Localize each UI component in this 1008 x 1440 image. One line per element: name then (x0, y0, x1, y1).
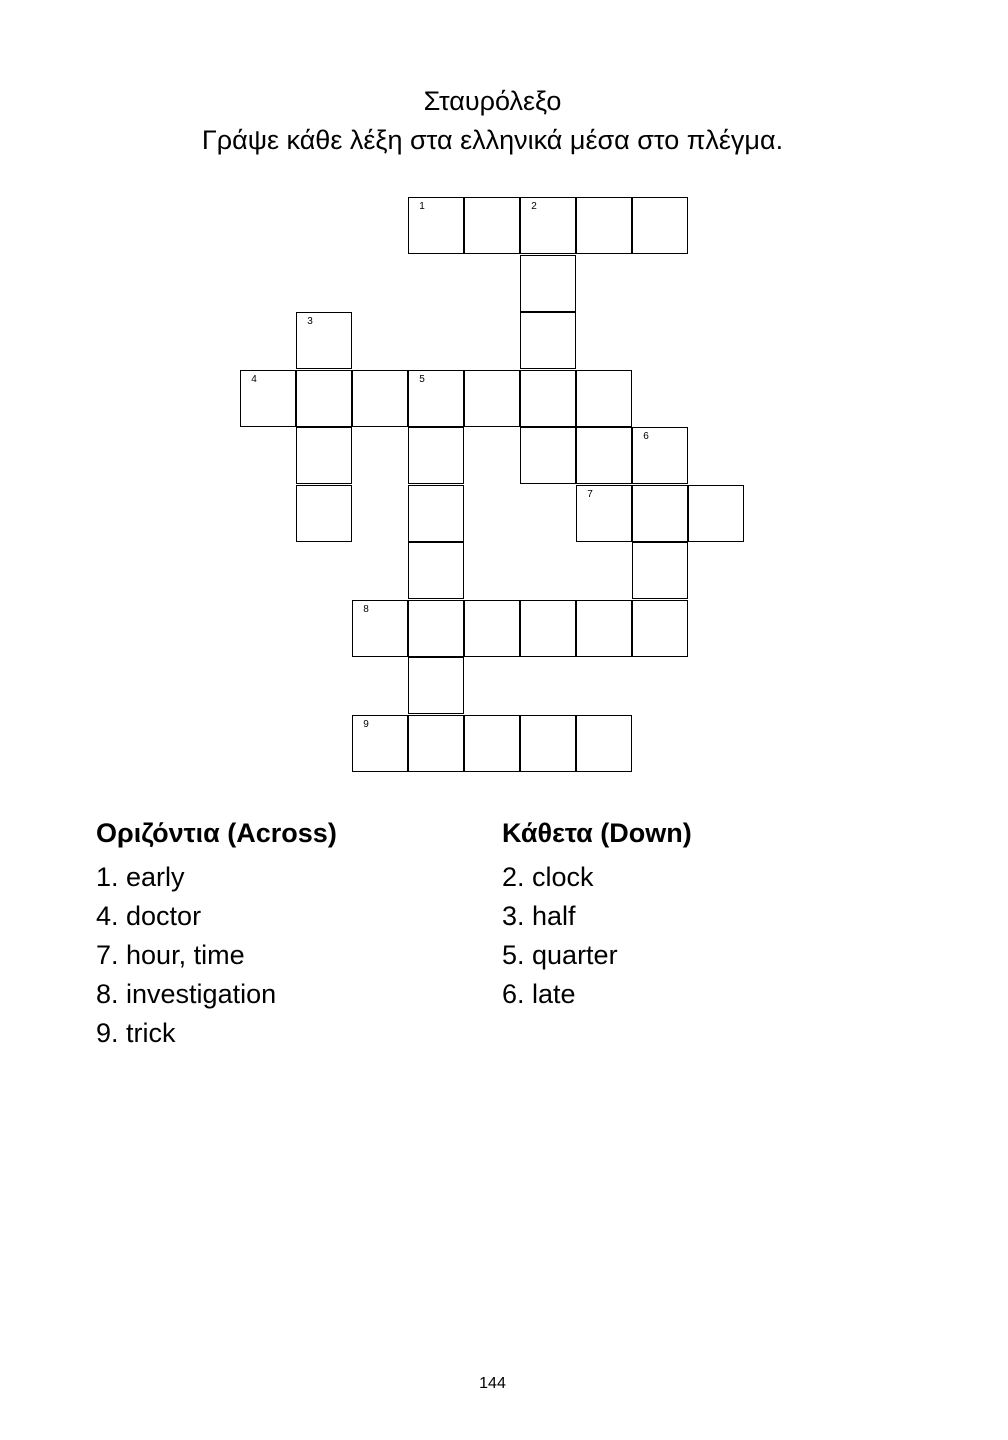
crossword-cell[interactable] (576, 197, 632, 254)
crossword-cell-3[interactable] (296, 312, 352, 369)
clue-number: 8 (363, 603, 369, 615)
crossword-cell-5[interactable] (408, 370, 464, 427)
crossword-cell[interactable] (408, 542, 464, 599)
across-clue: 7. hour, time (96, 940, 245, 970)
crossword-cell[interactable] (576, 600, 632, 657)
crossword-cell[interactable] (520, 255, 576, 312)
page-title: Σταυρόλεξο (423, 86, 562, 116)
crossword-cell[interactable] (520, 312, 576, 369)
crossword-cell[interactable] (296, 370, 352, 427)
crossword-cell[interactable] (464, 197, 520, 254)
clue-number: 9 (363, 718, 369, 730)
crossword-cell[interactable] (408, 427, 464, 484)
crossword-cell[interactable] (520, 715, 576, 772)
crossword-cell[interactable] (520, 427, 576, 484)
clue-number: 7 (587, 488, 593, 500)
crossword-cell-8[interactable] (352, 600, 408, 657)
crossword-cell[interactable] (632, 542, 688, 599)
crossword-cell-7[interactable] (576, 485, 632, 542)
across-heading: Οριζόντια (Across) (96, 818, 337, 848)
down-clue: 2. clock (502, 862, 594, 892)
crossword-cell[interactable] (296, 485, 352, 542)
down-clue: 5. quarter (502, 940, 618, 970)
crossword-cell[interactable] (352, 370, 408, 427)
crossword-cell[interactable] (408, 485, 464, 542)
crossword-cell-2[interactable] (520, 197, 576, 254)
crossword-cell[interactable] (632, 600, 688, 657)
crossword-cell[interactable] (408, 600, 464, 657)
crossword-cell[interactable] (576, 715, 632, 772)
across-clue: 9. trick (96, 1018, 176, 1048)
crossword-cell-9[interactable] (352, 715, 408, 772)
crossword-cell-1[interactable] (408, 197, 464, 254)
clue-number: 2 (531, 201, 537, 213)
crossword-cell-4[interactable] (240, 370, 296, 427)
crossword-cell[interactable] (464, 715, 520, 772)
crossword-cell[interactable] (520, 600, 576, 657)
crossword-cell[interactable] (632, 485, 688, 542)
instruction-text: Γράψε κάθε λέξη στα ελληνικά μέσα στο πλέγμα. (201, 125, 784, 155)
crossword-cell[interactable] (576, 370, 632, 427)
crossword-cell[interactable] (576, 427, 632, 484)
down-clues (502, 815, 692, 1014)
crossword-cell[interactable] (520, 370, 576, 427)
crossword-cell[interactable] (464, 600, 520, 657)
crossword-cell[interactable] (408, 657, 464, 714)
clue-number: 4 (251, 373, 257, 385)
clue-number: 3 (307, 316, 313, 328)
crossword-cell[interactable] (408, 715, 464, 772)
across-clue: 1. early (96, 862, 185, 892)
page-number: 144 (479, 1375, 506, 1392)
down-heading: Κάθετα (Down) (502, 818, 692, 848)
across-clue: 8. investigation (96, 979, 277, 1009)
crossword-cell-6[interactable] (632, 427, 688, 484)
down-clue: 6. late (502, 979, 576, 1009)
down-clue: 3. half (502, 901, 576, 931)
crossword-cell[interactable] (464, 370, 520, 427)
crossword-cell[interactable] (688, 485, 744, 542)
crossword-cell[interactable] (632, 197, 688, 254)
clue-number: 1 (419, 201, 425, 213)
clue-number: 6 (643, 431, 649, 443)
across-clue: 4. doctor (96, 901, 202, 931)
across-clues (96, 815, 337, 1053)
clue-number: 5 (419, 373, 425, 385)
crossword-cell[interactable] (296, 427, 352, 484)
